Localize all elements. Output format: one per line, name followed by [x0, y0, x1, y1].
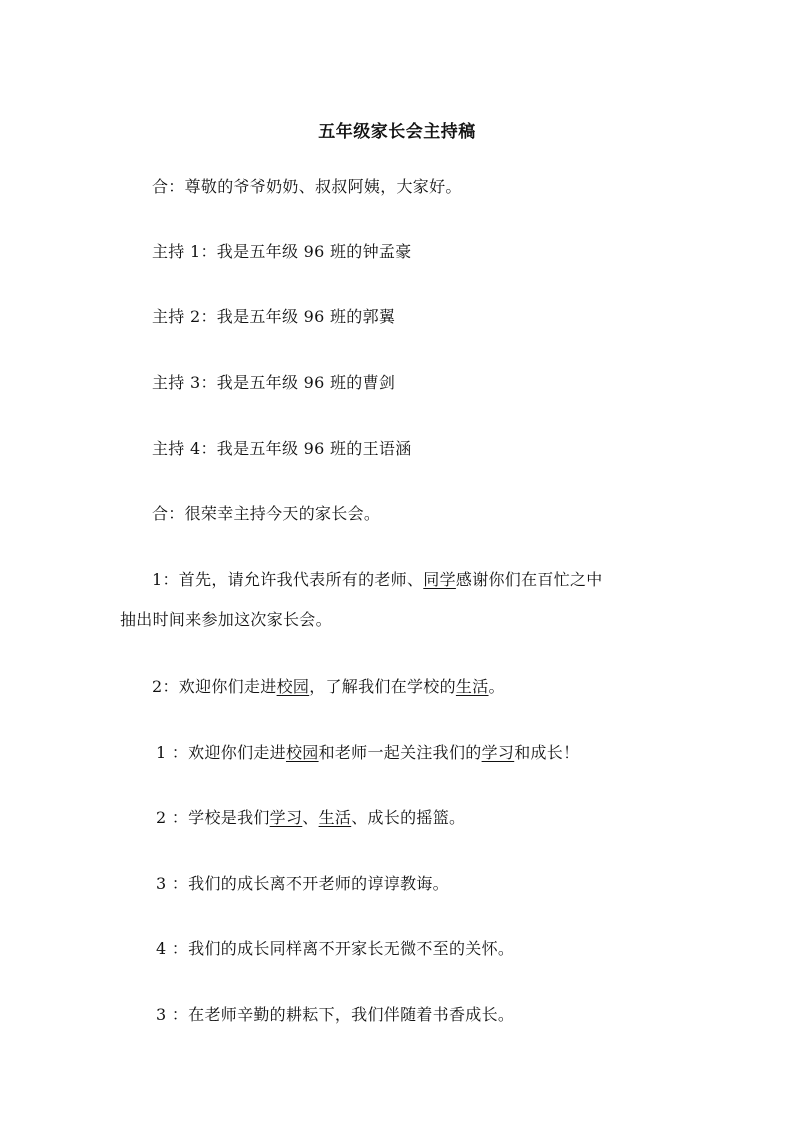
paragraph-2-school — [156, 808, 465, 828]
text: 、 — [302, 808, 319, 827]
text: 。 — [488, 677, 505, 696]
paragraph-host-3-intro — [152, 373, 395, 393]
underlined-term: 学习 — [481, 743, 515, 762]
text: 1 ：欢迎你们走进 — [156, 743, 286, 762]
text: 2：欢迎你们走进 — [152, 677, 277, 696]
text: 主持 3：我是五年级 96 班的曹剑 — [152, 373, 396, 392]
paragraph-chorus-honor — [152, 504, 380, 524]
text: 、成长的摇篮。 — [351, 808, 466, 827]
paragraph-host-1-intro — [152, 242, 412, 262]
underlined-term: 生活 — [455, 677, 489, 696]
paragraph-2-welcome — [152, 677, 505, 697]
paragraph-host-2-intro — [152, 307, 395, 327]
underlined-term: 生活 — [318, 808, 352, 827]
underlined-term: 校园 — [276, 677, 310, 696]
underlined-term: 学习 — [269, 808, 303, 827]
paragraph-chorus-greeting — [152, 177, 462, 197]
text: 主持 1：我是五年级 96 班的钟孟豪 — [152, 242, 412, 261]
text: 抽出时间来参加这次家长会。 — [120, 610, 332, 629]
text: 合：尊敬的爷爷奶奶、叔叔阿姨，大家好。 — [152, 177, 462, 196]
underlined-term: 校园 — [285, 743, 319, 762]
paragraph-1-welcome — [156, 743, 579, 763]
paragraph-3-teachers — [156, 874, 449, 894]
text: 3 ：我们的成长离不开老师的谆谆教诲。 — [156, 874, 449, 893]
text: 3 ：在老师辛勤的耕耘下，我们伴随着书香成长。 — [156, 1005, 515, 1024]
text: 1：首先，请允许我代表所有的老师、 — [152, 570, 424, 589]
paragraph-3-growth — [156, 1005, 514, 1025]
text: 主持 4：我是五年级 96 班的王语涵 — [152, 439, 412, 458]
paragraph-host-4-intro — [152, 439, 412, 459]
text: 合：很荣幸主持今天的家长会。 — [152, 504, 381, 523]
text: 2 ：学校是我们 — [156, 808, 270, 827]
text: ，了解我们在学校的 — [309, 677, 456, 696]
document-title: 五年级家长会主持稿 — [318, 122, 476, 142]
paragraph-1-thanks — [152, 570, 603, 590]
paragraph-1-thanks-continued — [120, 610, 332, 630]
text: 和老师一起关注我们的 — [318, 743, 482, 762]
text: 4 ：我们的成长同样离不开家长无微不至的关怀。 — [156, 939, 515, 958]
text: 感谢你们在百忙之中 — [455, 570, 603, 589]
text: 和成长！ — [514, 743, 580, 762]
paragraph-4-parents — [156, 939, 514, 959]
underlined-term: 同学 — [423, 570, 456, 589]
text: 主持 2：我是五年级 96 班的郭翼 — [152, 307, 396, 326]
